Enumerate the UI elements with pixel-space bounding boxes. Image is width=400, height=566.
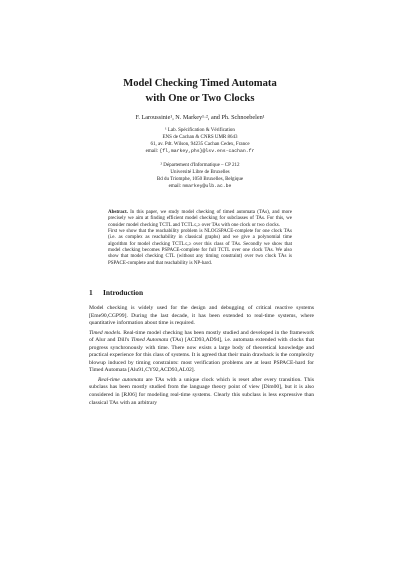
affiliation-1-email: {fl,markey,phs}@lsv.ens-cachan.fr: [159, 149, 255, 155]
body-paragraph-3: [89, 377, 314, 407]
body-paragraph-2: [89, 330, 314, 375]
paragraph-text: (TAs) [ACD93,AD94], i.e. automata extended with clocks that progress synchronously with time. There now exists a large body of theoretical knowledge and practical experience for this class of systems. It is agreed that their main drawback is the complexity blowup induced by timing constraints: most verification problems are at least PSPACE-hard for Timed Automata [Alu91,CY92,ACD93,AL02].: [89, 337, 314, 374]
affiliation-1-line-1: ¹ Lab. Spécification & Vérification: [165, 128, 235, 133]
section-title: Introduction: [103, 288, 144, 297]
title-line-2: with One or Two Clocks: [145, 93, 255, 104]
paragraph-text: are TAs with a unique clock which is reset after every transition. This subclass has been mostly studied from the language theory point of view [Dim00], but it is also considered in [RJ06] for modeling real-time systems. Clearly this subclass is less expressive than classical TAs with an arbitrary: [89, 376, 314, 406]
affiliation-2-email-line: [0, 183, 400, 190]
author-list: F. Laroussinie¹, N. Markey¹·², and Ph. Schnoebelen¹: [135, 114, 265, 121]
affiliation-2-line-1: ² Département d'Informatique – CP 212: [160, 163, 240, 168]
title-line-1: Model Checking Timed Automata: [123, 78, 277, 89]
paragraph-lead: Timed models.: [89, 329, 122, 336]
affiliation-1: [0, 127, 400, 155]
section-number: 1: [89, 288, 93, 297]
section-heading: [89, 288, 314, 297]
body-text: [89, 305, 314, 409]
emphasis-text: Timed Automata: [131, 337, 169, 344]
abstract-label: Abstract.: [108, 210, 128, 215]
affiliation-2: [0, 162, 400, 190]
email-prefix: email:: [145, 149, 160, 155]
email-prefix: email:: [168, 184, 183, 190]
abstract-text-1: In this paper, we study model checking of timed automata (TAs), and more precisely we aim at finding efficient model checking for subclasses of TAs. For this, we consider model checking TCTL and TCTL≤,≥ over TAs with one clock or two clocks.: [108, 210, 292, 228]
paragraph-lead: Real-time automata: [98, 376, 144, 383]
affiliation-2-line-3: Bd du Triomphe, 1050 Bruxelles, Belgique: [156, 177, 244, 183]
abstract: [108, 210, 292, 267]
affiliation-2-line-2: Université Libre de Bruxelles: [170, 170, 230, 176]
abstract-paragraph-1: [108, 210, 292, 229]
paper-title: [0, 76, 400, 106]
abstract-paragraph-2: First we show that the reachability problem is NLOGSPACE-complete for one clock TAs (i.e. as complex as reachability in classical graphs) and we give a polynomial time algorithm for model checking TCTL≤,≥ over this class of TAs. Secondly we show that model checking becomes PSPACE-complete for full TCTL over one clock TAs. We also show that model checking CTL (without any timing constraint) over two clock TAs is PSPACE-complete and that reachability is NP-hard.: [108, 229, 292, 266]
body-paragraph-1: Model checking is widely used for the design and debugging of critical reactive systems [Eme90,CGP99]. During the last decade, it has been extended to real-time systems, where quantitative information about time is required.: [89, 305, 314, 327]
affiliation-2-email: nmarkey@ulb.ac.be: [182, 184, 232, 190]
affiliation-1-line-3: 61, av. Pdt. Wilson, 94235 Cachan Cedex, France: [150, 142, 250, 148]
affiliation-1-line-2: ENS de Cachan & CNRS UMR 8643: [162, 135, 238, 141]
paragraph-text: Real-time model checking has been mostly studied and developed in the framework of Alur and Dill's: [89, 329, 314, 344]
affiliation-1-email-line: [0, 148, 400, 155]
